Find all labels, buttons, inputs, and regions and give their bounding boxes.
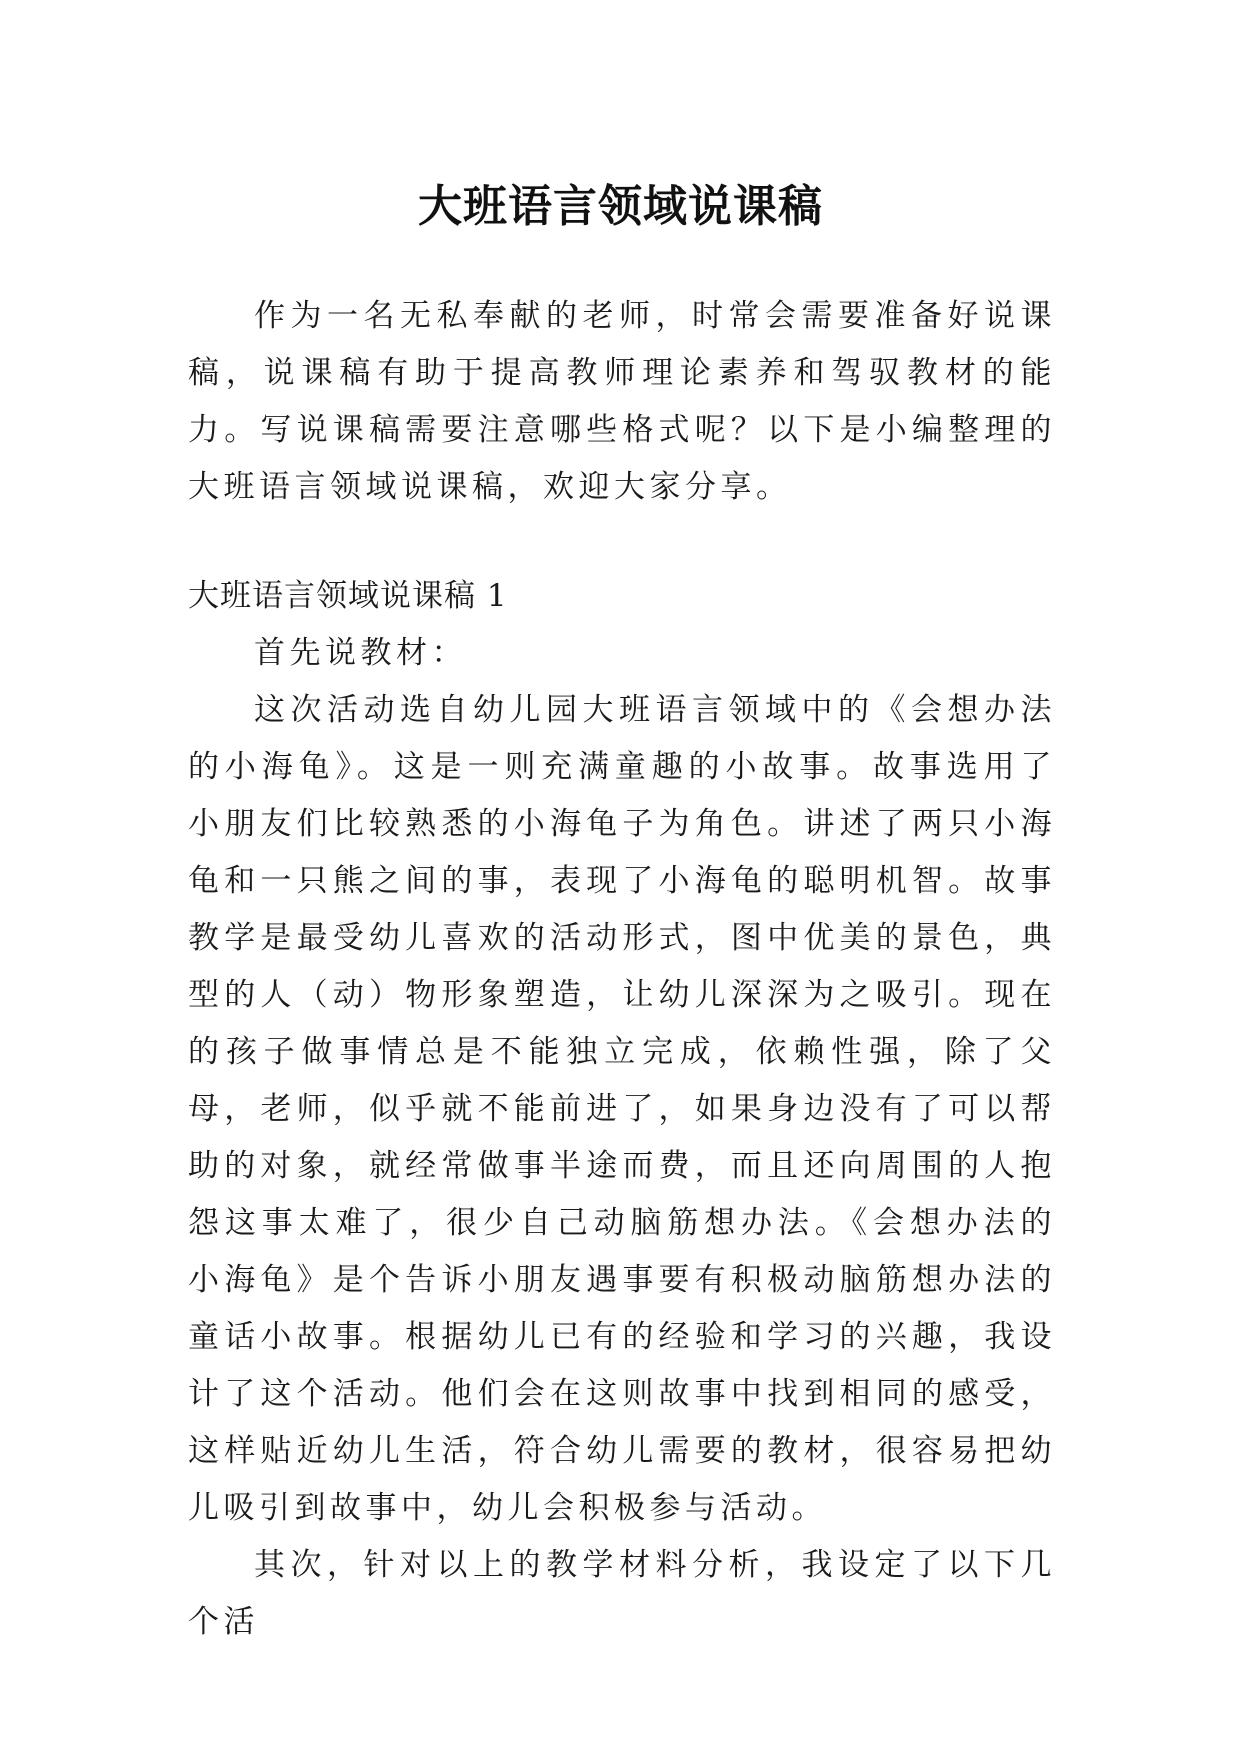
paragraph-textbook-analysis: 这次活动选自幼儿园大班语言领域中的《会想办法的小海龟》。这是一则充满童趣的小故事。故事选用了小朋友们比较熟悉的小海龟子为角色。讲述了两只小海龟和一只熊之间的事，表现了小海龟的聪明机智。故事教学是最受幼儿喜欢的活动形式，图中优美的景色，典型的人（动）物形象塑造，让幼儿深深为之吸引。现在的孩子做事情总是不能独立完成，依赖性强，除了父母，老师，似乎就不能前进了，如果身边没有了可以帮助的对象，就经常做事半途而费，而且还向周围的人抱怨这事太难了，很少自己动脑筋想办法。《会想办法的小海龟》是个告诉小朋友遇事要有积极动脑筋想办法的童话小故事。根据幼儿已有的经验和学习的兴趣，我设计了这个活动。他们会在这则故事中找到相同的感受，这样贴近幼儿生活，符合幼儿需要的教材，很容易把幼儿吸引到故事中，幼儿会积极参与活动。 [188, 692, 1056, 1526]
intro-paragraph: 作为一名无私奉献的老师，时常会需要准备好说课稿，说课稿有助于提高教师理论素养和驾驭教材的能力。写说课稿需要注意哪些格式呢？以下是小编整理的大班语言领域说课稿，欢迎大家分享。 [188, 298, 1056, 505]
document-title: 大班语言领域说课稿 [418, 181, 823, 233]
paragraph-first-textbook: 首先说教材： [254, 635, 467, 671]
document-body [188, 288, 1056, 1651]
section-heading: 大班语言领域说课稿 1 [188, 578, 508, 614]
paragraph-next-goals: 其次，针对以上的教学材料分析，我设定了以下几个活 [188, 1547, 1056, 1640]
